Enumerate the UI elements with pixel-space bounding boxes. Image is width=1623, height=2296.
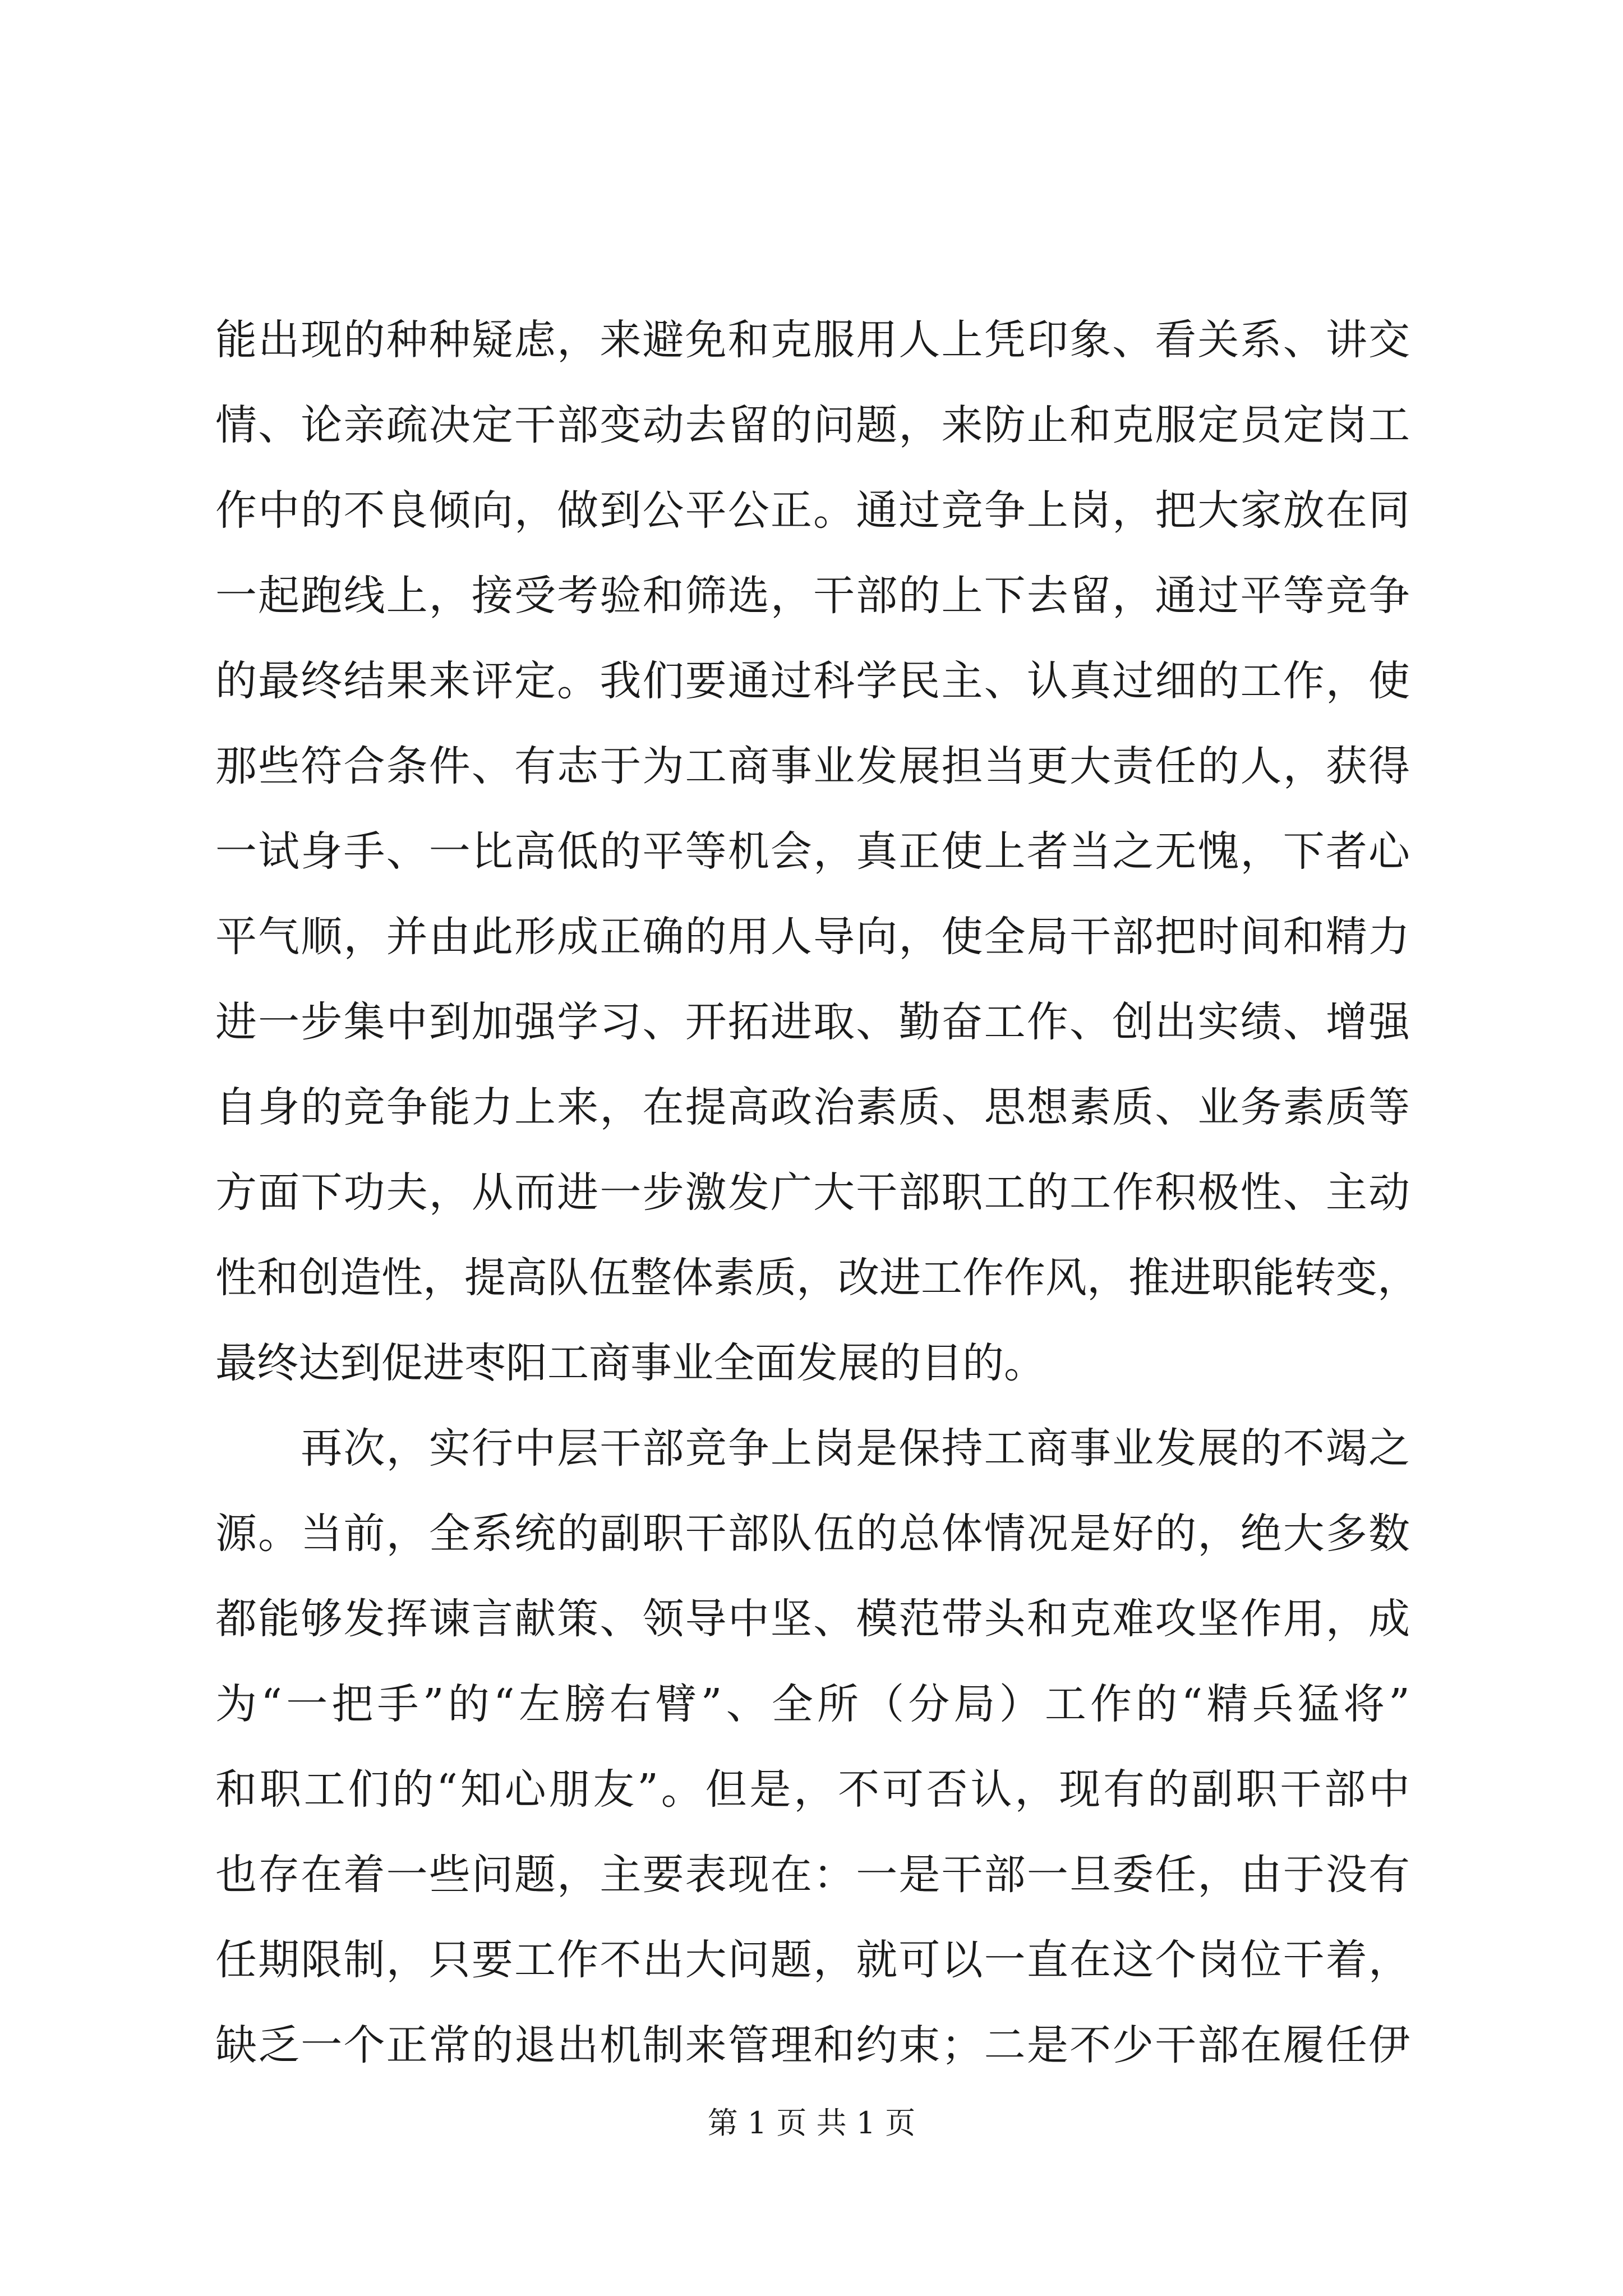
text-line: 的最终结果来评定。我们要通过科学民主、认真过细的工作，使 [215,657,1410,705]
text-line: 情、论亲疏决定干部变动去留的问题，来防止和克服定员定岗工 [215,401,1410,449]
text-line: 那些符合条件、有志于为工商事业发展担当更大责任的人，获得 [215,742,1410,790]
text-line: 缺乏一个正常的退出机制来管理和约束；二是不少干部在履任伊 [215,2021,1410,2069]
text-line: 作中的不良倾向，做到公平公正。通过竞争上岗，把大家放在同 [215,486,1410,535]
text-line: 再次，实行中层干部竞争上岗是保持工商事业发展的不竭之 [215,1424,1410,1473]
text-line: 和职工们的“知心朋友”。但是，不可否认，现有的副职干部中 [215,1765,1410,1814]
text-line: 为“一把手”的“左膀右臂”、全所（分局）工作的“精兵猛将” [215,1680,1410,1728]
text-line: 一试身手、一比高低的平等机会，真正使上者当之无愧，下者心 [215,827,1410,876]
page-number: 第 1 页 共 1 页 [707,2105,916,2141]
page-footer [0,2101,1623,2146]
text-line: 能出现的种种疑虑，来避免和克服用人上凭印象、看关系、讲交 [215,316,1410,364]
text-line: 源。当前，全系统的副职干部队伍的总体情况是好的，绝大多数 [215,1510,1410,1558]
text-line: 进一步集中到加强学习、开拓进取、勤奋工作、创出实绩、增强 [215,998,1410,1046]
text-line: 方面下功夫，从而进一步激发广大干部职工的工作积极性、主动 [215,1168,1410,1217]
body-text [215,297,1419,2088]
text-line: 都能够发挥谏言献策、领导中坚、模范带头和克难攻坚作用，成 [215,1595,1410,1643]
text-line: 平气顺，并由此形成正确的用人导向，使全局干部把时间和精力 [215,913,1410,961]
text-line: 一起跑线上，接受考验和筛选，干部的上下去留，通过平等竞争 [215,572,1410,620]
text-line: 最终达到促进枣阳工商事业全面发展的目的。 [215,1339,1045,1387]
text-line: 自身的竞争能力上来，在提高政治素质、思想素质、业务素质等 [215,1083,1410,1131]
text-line: 也存在着一些问题，主要表现在：一是干部一旦委任，由于没有 [215,1851,1410,1899]
text-line: 任期限制，只要工作不出大问题，就可以一直在这个岗位干着， [215,1936,1410,1984]
text-line: 性和创造性，提高队伍整体素质，改进工作作风，推进职能转变， [215,1254,1419,1302]
